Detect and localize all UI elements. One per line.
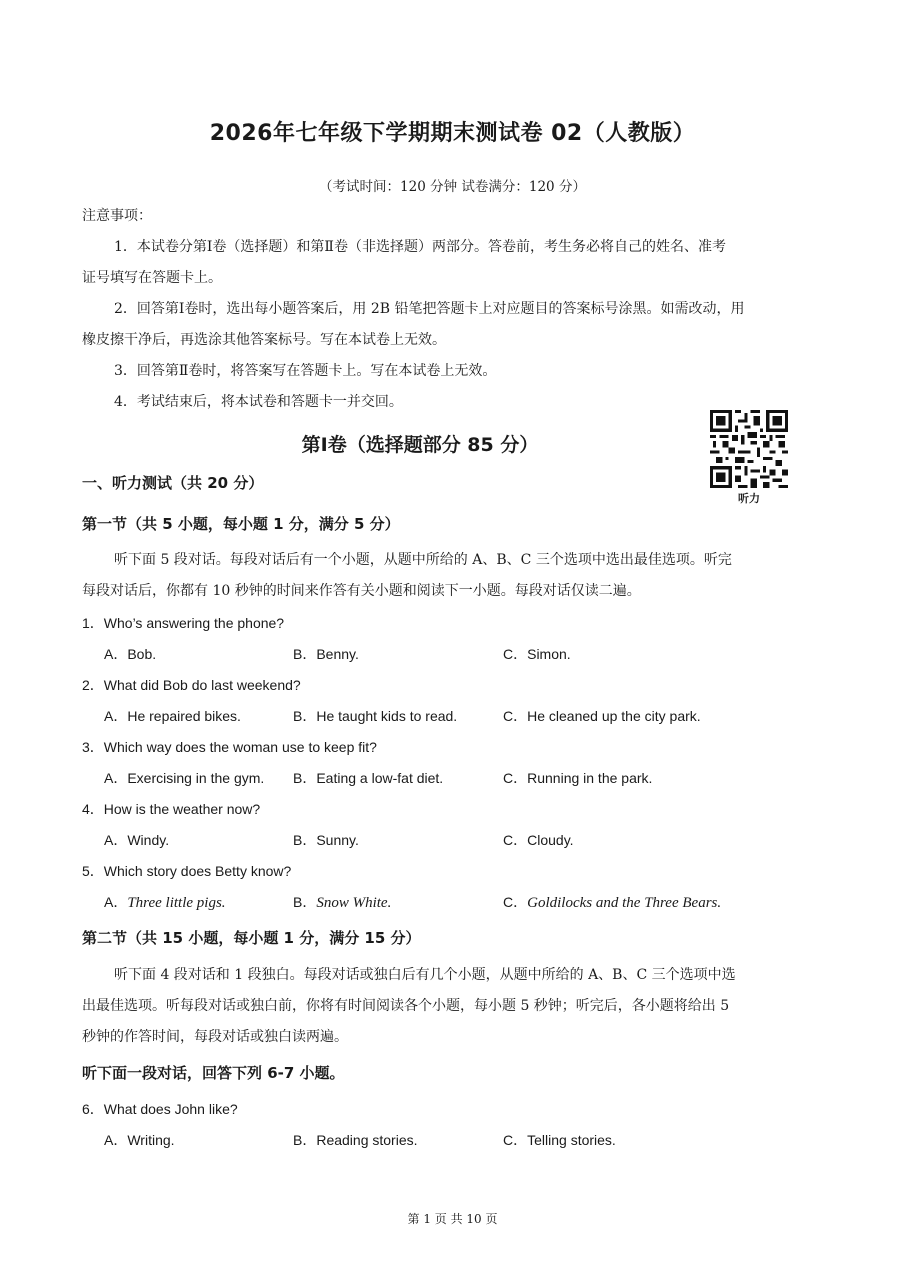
section-two-instructions-3: 秒钟的作答时间，每段对话或独白读两遍。: [82, 1029, 348, 1045]
qr-code-icon: [710, 410, 788, 488]
q3-option-c: C．Running in the park.: [503, 770, 653, 786]
section-one-heading: 第一节（共 5 小题，每小题 1 分，满分 5 分）: [82, 515, 400, 533]
page-title: 2026年七年级下学期期末测试卷 02（人教版）: [209, 121, 696, 146]
q1-option-c: C．Simon.: [503, 646, 571, 662]
q1-option-b: B．Benny.: [293, 646, 359, 662]
notice-4: 4．考试结束后，将本试卷和答题卡一并交回。: [114, 394, 403, 410]
dialogue-subheading: 听下面一段对话，回答下列 6-7 小题。: [82, 1064, 345, 1082]
notice-2b: 橡皮擦干净后，再选涂其他答案标号。写在本试卷上无效。: [82, 332, 446, 348]
section-two-instructions-2: 出最佳选项。听每段对话或独白前，你将有时间阅读各个小题，每小题 5 秒钟；听完后，各小题将给出 5: [82, 998, 730, 1014]
q4-option-a: A．Windy.: [104, 832, 170, 848]
q2-option-b: B．He taught kids to read.: [293, 708, 458, 724]
part-one-heading: 一、听力测试（共 20 分）: [82, 474, 264, 492]
q6-option-b: B．Reading stories.: [293, 1132, 418, 1148]
notice-1a: 1．本试卷分第Ⅰ卷（选择题）和第Ⅱ卷（非选择题）两部分。答卷前，考生务必将自己的姓名、准考: [114, 239, 726, 255]
q5-option-a: A．Three little pigs.: [104, 894, 226, 911]
q2-option-a: A．He repaired bikes.: [104, 708, 241, 724]
q2-option-c: C．He cleaned up the city park.: [503, 708, 701, 724]
q4-option-b: B．Sunny.: [293, 832, 359, 848]
section-one-instructions-1: 听下面 5 段对话。每段对话后有一个小题，从题中所给的 A、B、C 三个选项中选出最佳选项。听完: [114, 552, 732, 568]
page-footer: 第 1 页 共 10 页: [407, 1212, 498, 1226]
notice-heading: 注意事项：: [82, 208, 152, 224]
exam-info: （考试时间：120 分钟 试卷满分：120 分）: [319, 179, 586, 195]
q3-option-b: B．Eating a low-fat diet.: [293, 770, 444, 786]
section-one-instructions-2: 每段对话后，你都有 10 秒钟的时间来作答有关小题和阅读下一小题。每段对话仅读二遍。: [82, 583, 641, 599]
notice-2a: 2．回答第Ⅰ卷时，选出每小题答案后，用 2B 铅笔把答题卡上对应题目的答案标号涂黑。如需改动，用: [114, 301, 745, 317]
section-two-heading: 第二节（共 15 小题，每小题 1 分，满分 15 分）: [82, 929, 421, 947]
q5-option-b: B．Snow White.: [293, 894, 392, 911]
section-title: 第Ⅰ卷（选择题部分 85 分）: [301, 434, 539, 456]
q4-option-c: C．Cloudy.: [503, 832, 574, 848]
q6-option-c: C．Telling stories.: [503, 1132, 616, 1148]
question-5: 5．Which story does Betty know?: [82, 863, 292, 879]
q5-option-c: C．Goldilocks and the Three Bears.: [503, 894, 722, 911]
question-4: 4．How is the weather now?: [82, 801, 261, 817]
question-6: 6．What does John like?: [82, 1101, 238, 1117]
q6-option-a: A．Writing.: [104, 1132, 175, 1148]
question-3: 3．Which way does the woman use to keep fit?: [82, 739, 377, 755]
notice-3: 3．回答第Ⅱ卷时，将答案写在答题卡上。写在本试卷上无效。: [114, 363, 497, 379]
question-1: 1．Who’s answering the phone?: [82, 615, 285, 631]
q3-option-a: A．Exercising in the gym.: [104, 770, 265, 786]
notice-1b: 证号填写在答题卡上。: [82, 270, 222, 286]
section-two-instructions-1: 听下面 4 段对话和 1 段独白。每段对话或独白后有几个小题，从题中所给的 A、B、C 三个选项中选: [114, 967, 736, 983]
qr-label: 听力: [738, 492, 760, 505]
q1-option-a: A．Bob.: [104, 646, 157, 662]
question-2: 2．What did Bob do last weekend?: [82, 677, 301, 693]
